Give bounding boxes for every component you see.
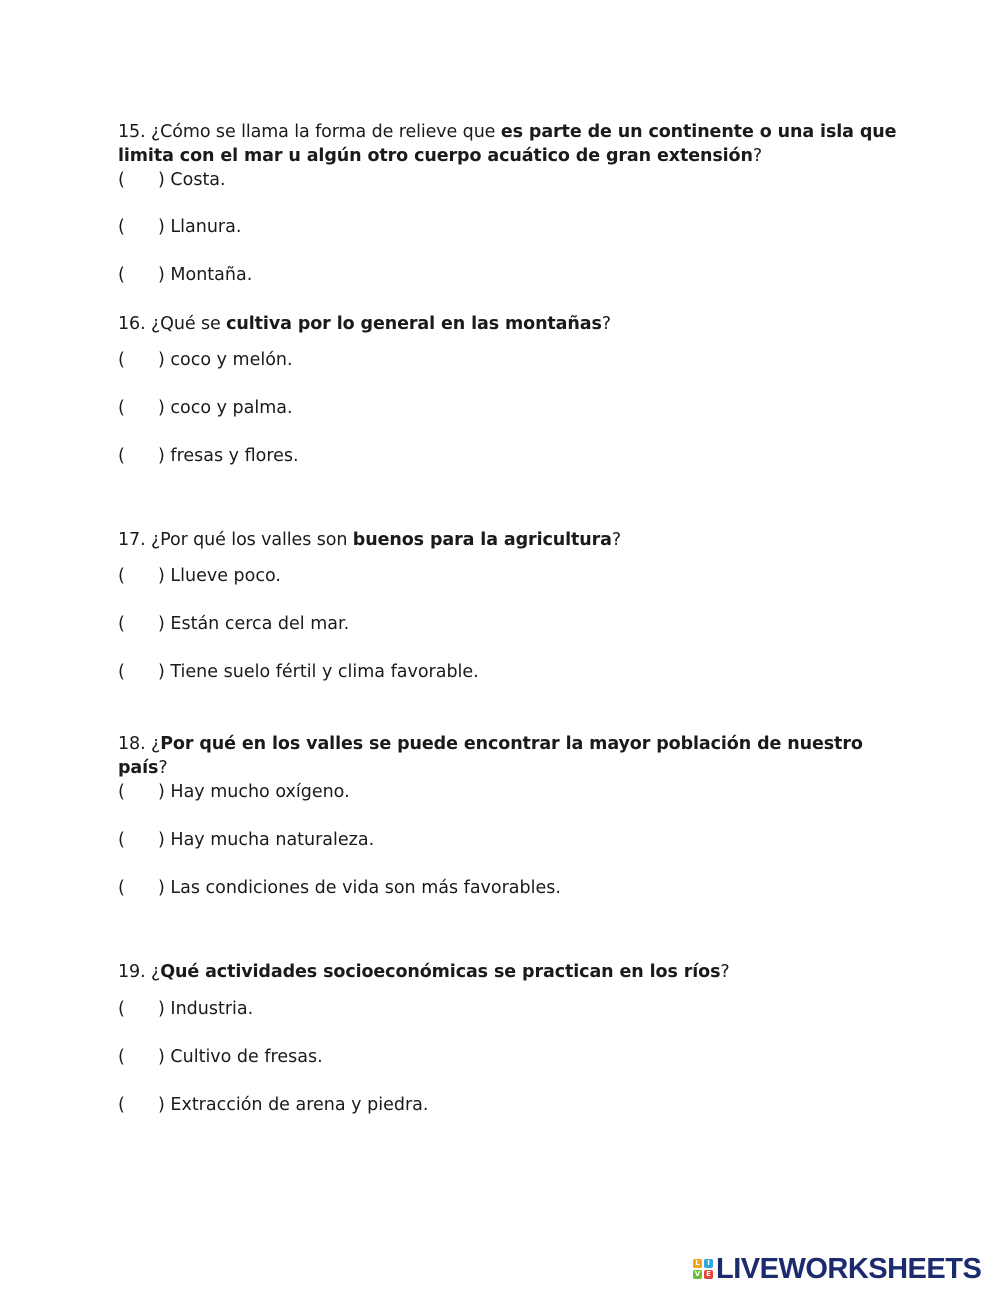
answer-option[interactable]: ( ) coco y palma. (118, 398, 293, 418)
answer-option[interactable]: ( ) Extracción de arena y piedra. (118, 1095, 429, 1115)
liveworksheets-mark-icon (693, 1259, 713, 1279)
question-15: 15. ¿Cómo se llama la forma de relieve que es parte de un continente o una isla que limita con el mar u algún otro cuerpo acuático de gran extensión? (118, 122, 897, 166)
answer-option[interactable]: ( ) Industria. (118, 999, 254, 1019)
answer-option[interactable]: ( ) Cultivo de fresas. (118, 1047, 323, 1067)
question-18: 18. ¿Por qué en los valles se puede encontrar la mayor población de nuestro país? (118, 734, 863, 778)
answer-option[interactable]: ( ) Montaña. (118, 265, 253, 285)
question-16: 16. ¿Qué se cultiva por lo general en las montañas? (118, 314, 611, 334)
answer-option[interactable]: ( ) Llanura. (118, 217, 242, 237)
answer-option[interactable]: ( ) Tiene suelo fértil y clima favorable. (118, 662, 479, 682)
logo-mark-cell: L (693, 1259, 702, 1268)
answer-option[interactable]: ( ) Hay mucho oxígeno. (118, 782, 350, 802)
question-17: 17. ¿Por qué los valles son buenos para la agricultura? (118, 530, 622, 550)
answer-option[interactable]: ( ) fresas y flores. (118, 446, 299, 466)
answer-option[interactable]: ( ) Hay mucha naturaleza. (118, 830, 375, 850)
question-19: 19. ¿Qué actividades socioeconómicas se practican en los ríos? (118, 962, 730, 982)
answer-option[interactable]: ( ) Llueve poco. (118, 566, 281, 586)
logo-mark-cell: E (704, 1270, 713, 1279)
answer-option[interactable]: ( ) Están cerca del mar. (118, 614, 350, 634)
logo-mark-cell: V (694, 1270, 701, 1278)
logo-text: LIVEWORKSHEETS (716, 1253, 982, 1285)
answer-option[interactable]: ( ) coco y melón. (118, 350, 293, 370)
answer-option[interactable]: ( ) Costa. (118, 170, 226, 190)
answer-option[interactable]: ( ) Las condiciones de vida son más favorables. (118, 878, 561, 898)
logo-mark-cell: I (704, 1259, 713, 1268)
liveworksheets-logo[interactable] (693, 1254, 981, 1284)
